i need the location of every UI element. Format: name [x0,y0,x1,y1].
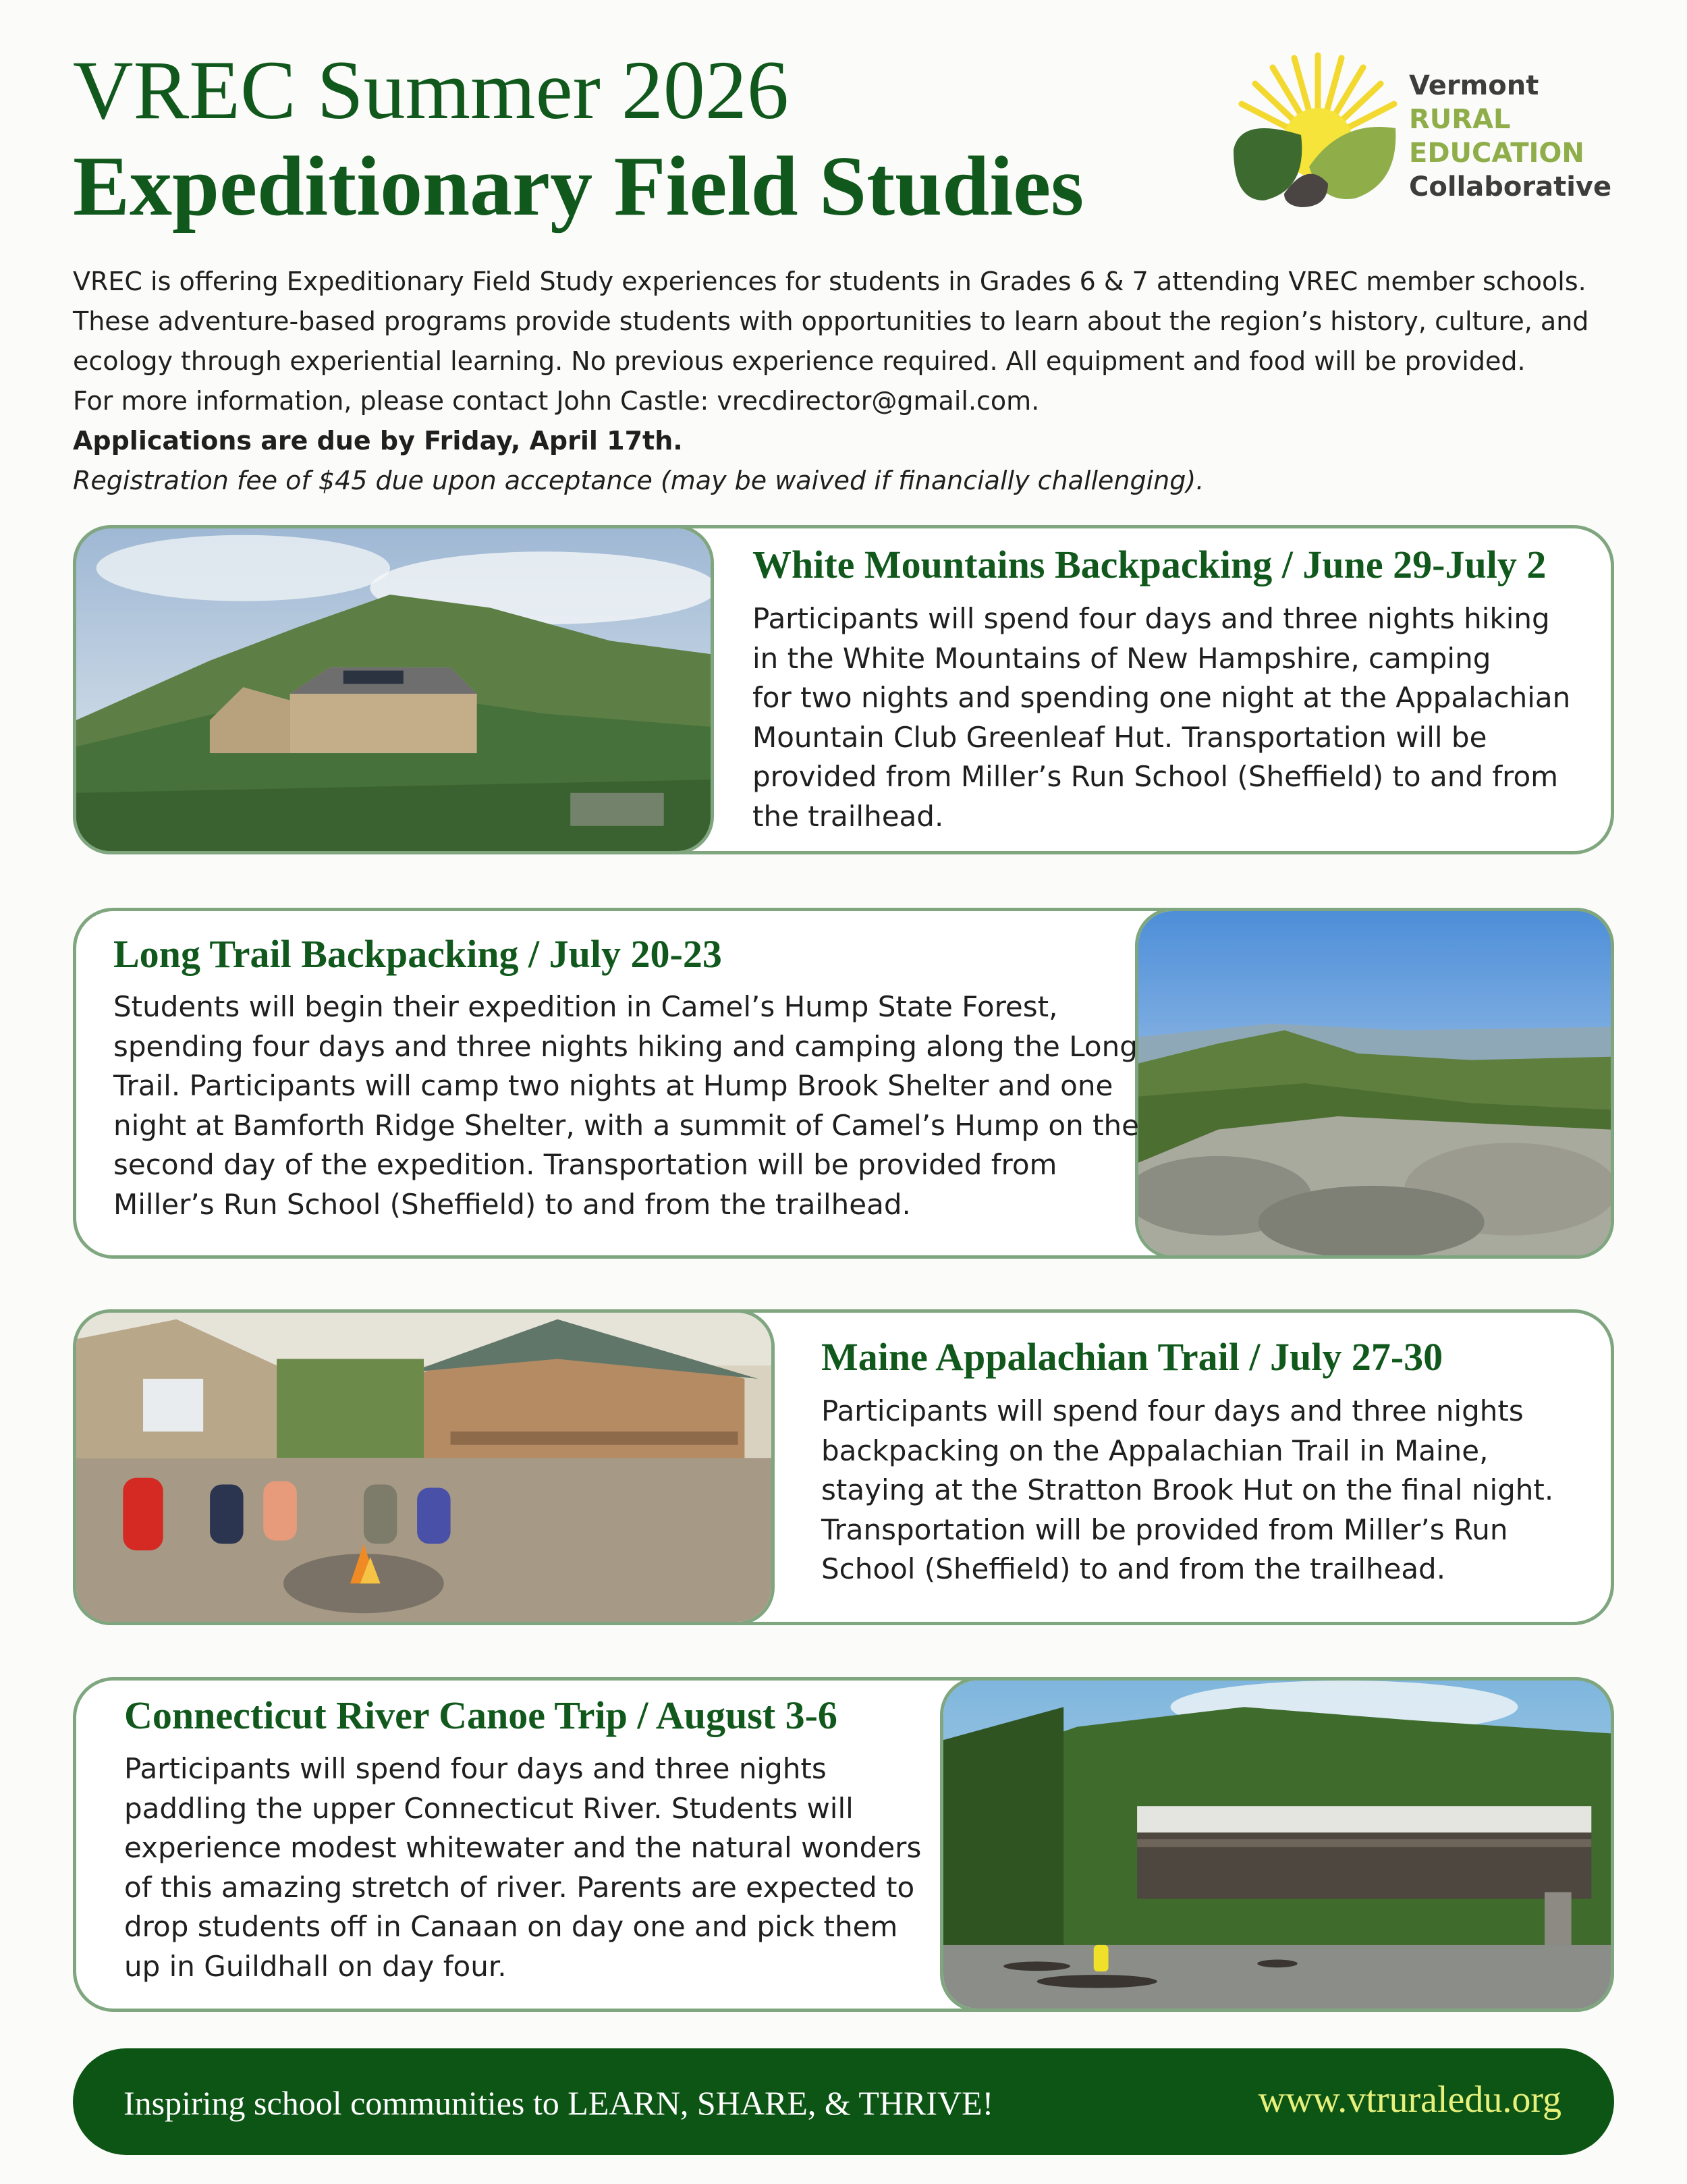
trip-description [124,1749,921,1986]
logo-text-education: EDUCATION [1409,138,1584,169]
intro-block [73,262,1625,501]
trip-description-line: experience modest whitewater and the natural wonders [124,1831,922,1864]
trip-description-line: Participants will spend four days and three nights [124,1752,827,1785]
trip-description-line: of this amazing stretch of river. Parents are expected to [124,1870,915,1904]
trip-description-line: second day of the expedition. Transportation will be provided from [113,1148,1057,1181]
trip-title: Connecticut River Canoe Trip / August 3-6 [124,1693,837,1737]
intro-line: VREC is offering Expeditionary Field Study experiences for students in Grades 6 & 7 attending VREC member schools. [73,267,1586,296]
page-title-line1: VREC Summer 2026 [73,44,789,136]
trip-description-line: School (Sheffield) to and from the trailhead. [821,1552,1446,1585]
summit-view-photo [1135,908,1614,1259]
trip-description-line: backpacking on the Appalachian Trail in Maine, [821,1434,1489,1467]
trip-description-line: drop students off in Canaan on day one and pick them [124,1910,898,1943]
trip-description [821,1392,1553,1589]
trip-description-line: staying at the Stratton Brook Hut on the final night. [821,1473,1554,1506]
trip-description-line: night at Bamforth Ridge Shelter, with a summit of Camel’s Hump on the [113,1108,1139,1142]
page-title-line2: Expeditionary Field Studies [73,140,1084,234]
footer-banner [73,2048,1614,2155]
application-deadline: Applications are due by Friday, April 17th. [73,426,683,456]
covered-bridge-canoe-photo [940,1677,1614,2012]
trip-title: Maine Appalachian Trail / July 27-30 [821,1335,1443,1379]
trip-description-line: Mountain Club Greenleaf Hut. Transportation will be [752,720,1487,754]
sun-leaf-logo-icon [1227,49,1402,211]
registration-fee: Registration fee of $45 due upon acceptance (may be waived if financially challenging). [73,466,1205,495]
trip-description-line: Participants will spend four days and three nights [821,1394,1524,1427]
intro-line: These adventure-based programs provide students with opportunities to learn about the region’s history, culture, and [73,306,1589,336]
campfire-cabin-photo [73,1309,775,1625]
trip-description-line: spending four days and three nights hiking and camping along the Long [113,1029,1138,1063]
mountain-hut-photo [73,525,714,854]
trip-title: White Mountains Backpacking / June 29-July 2 [752,543,1547,586]
footer-website-link[interactable]: www.vtruraledu.org [1258,2079,1561,2121]
trip-description-line: paddling the upper Connecticut River. Students will [124,1791,854,1825]
trip-description-line: for two nights and spending one night at the Appalachian [752,681,1571,714]
intro-contact-line: For more information, please contact John Castle: vrecdirector@gmail.com. [73,386,1040,416]
footer-tagline: Inspiring school communities to LEARN, SHARE, & THRIVE! [123,2084,994,2122]
vrec-logo [1227,49,1611,211]
trip-description-line: Miller’s Run School (Sheffield) to and from the trailhead. [113,1187,911,1221]
trip-title: Long Trail Backpacking / July 20-23 [113,932,722,976]
trip-description-line: Transportation will be provided from Miller’s Run [821,1512,1508,1546]
trip-description-line: up in Guildhall on day four. [124,1949,507,1983]
trip-description-line: Trail. Participants will camp two nights at Hump Brook Shelter and one [113,1069,1113,1102]
logo-text-collaborative: Collaborative [1409,171,1612,202]
logo-text-rural: RURAL [1409,104,1511,135]
trip-description [113,987,1139,1224]
logo-text-vermont: Vermont [1409,70,1539,101]
trip-description-line: Students will begin their expedition in Camel’s Hump State Forest, [113,990,1058,1023]
intro-line: ecology through experiential learning. No previous experience required. All equipment and food will be provided. [73,346,1526,376]
trip-description-line: Participants will spend four days and three nights hiking [752,602,1550,635]
trip-description-line: in the White Mountains of New Hampshire, camping [752,641,1491,675]
trip-description-line: the trailhead. [752,799,944,833]
trip-description-line: provided from Miller’s Run School (Sheffield) to and from [752,760,1559,793]
trip-description [752,599,1570,836]
